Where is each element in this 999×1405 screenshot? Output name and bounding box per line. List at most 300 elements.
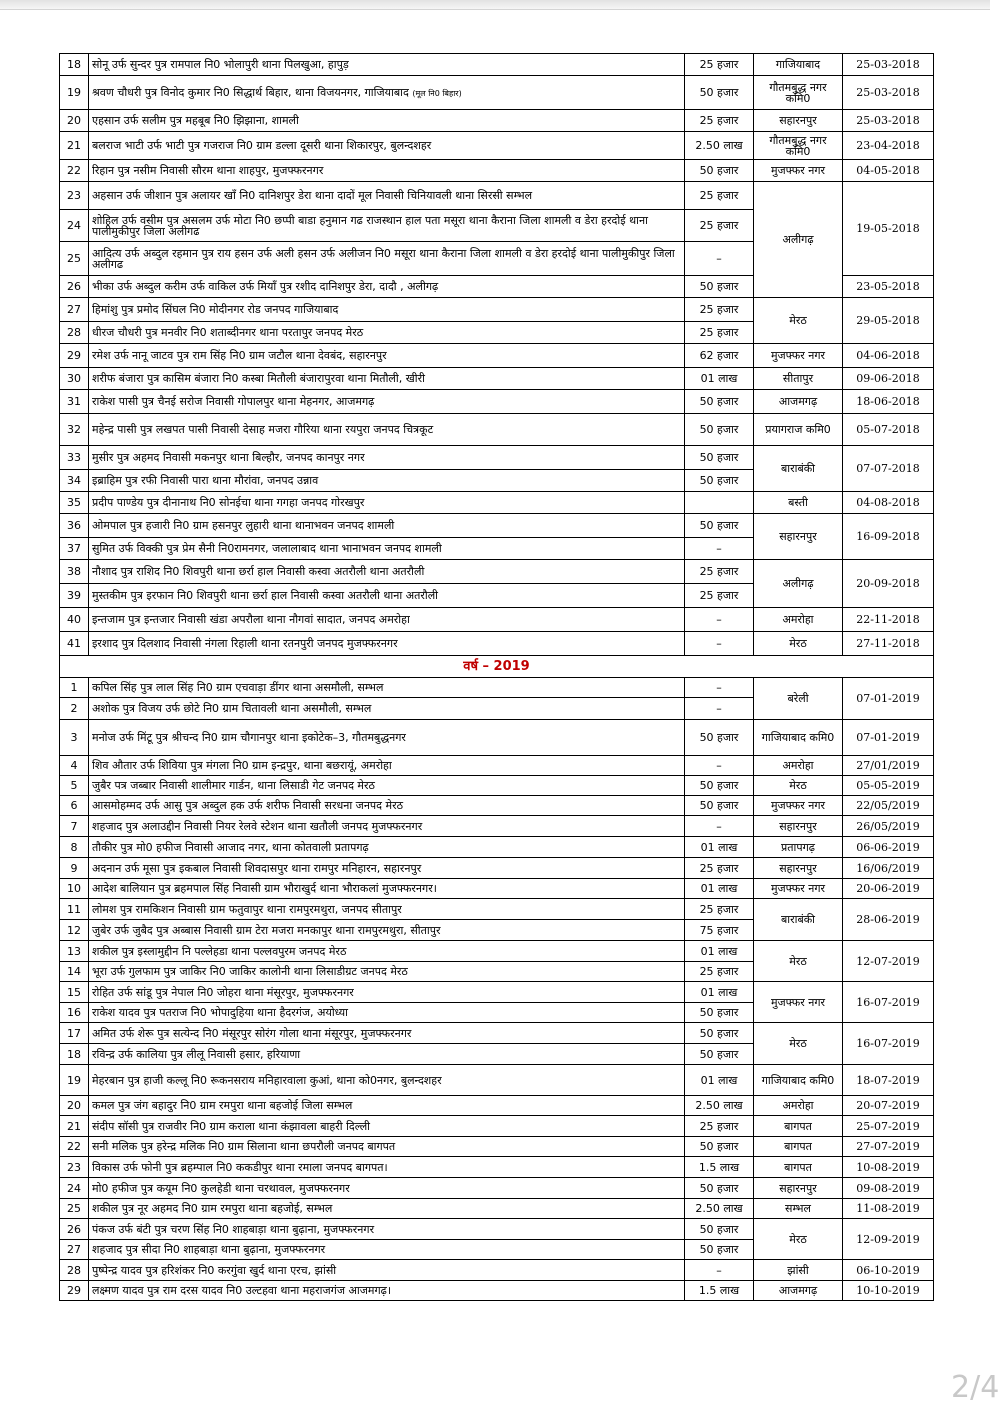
serial-number-cell: 1: [60, 678, 89, 698]
district-cell: गौतमबुद्ध नगर कमि0: [754, 132, 843, 160]
date-cell: 20-06-2019: [843, 879, 934, 899]
name-address-text: अशोक पुत्र विजय उर्फ छोटे नि0 ग्राम चितावली थाना असमौली, सम्भल: [92, 702, 372, 715]
name-address-text: शहजाद पुत्र अलाउद्दीन निवासी नियर रेलवे स्टेशन थाना खतौली जनपद मुजफ्फरनगर: [92, 819, 423, 833]
date-cell: 06-10-2019: [843, 1260, 934, 1281]
table-row: [60, 1116, 934, 1137]
reward-cell: 1.5 लाख: [685, 1281, 754, 1301]
date-cell: 22/05/2019: [843, 796, 934, 816]
table-row: [60, 54, 934, 76]
reward-cell: –: [685, 538, 754, 560]
reward-cell: –: [685, 816, 754, 837]
name-address-cell: [89, 837, 685, 858]
serial-number-cell: 25: [60, 242, 89, 276]
date-cell: 29-05-2018: [843, 298, 934, 344]
table-row: [60, 1281, 934, 1301]
date-cell: 22-11-2018: [843, 608, 934, 632]
name-address-text: रोहित उर्फ सांडू पुत्र नेपाल नि0 जोहरा थाना मंसूरपुर, मुजफ्फरनगर: [92, 985, 354, 999]
date-cell: 25-03-2018: [843, 76, 934, 110]
date-cell: 20-09-2018: [843, 560, 934, 608]
name-address-text: सोनू उर्फ सुन्दर पुत्र रामपाल नि0 भोलापुरी थाना पिलखुआ, हापुड़: [92, 58, 349, 71]
name-address-cell: [89, 1219, 685, 1240]
date-cell: 04-08-2018: [843, 492, 934, 514]
district-cell: अमरोहा: [754, 608, 843, 632]
name-address-cell: [89, 210, 685, 242]
name-address-cell: [89, 698, 685, 720]
name-address-cell: [89, 182, 685, 210]
name-address-cell: [89, 899, 685, 920]
serial-number-cell: 33: [60, 446, 89, 470]
name-address-text: अमित उर्फ शेरू पुत्र सत्येन्द नि0 मंसूरपुर सोरंग गोला थाना मंसूरपुर, मुजफ्फरनगर: [92, 1026, 412, 1040]
district-cell: बरेली: [754, 678, 843, 720]
reward-cell: –: [685, 242, 754, 276]
name-address-cell: [89, 538, 685, 560]
serial-number-cell: 28: [60, 322, 89, 344]
serial-number-cell: 14: [60, 962, 89, 982]
table-row: [60, 1199, 934, 1219]
reward-cell: 2.50 लाख: [685, 1096, 754, 1116]
serial-number-cell: 40: [60, 608, 89, 632]
table-row: [60, 756, 934, 776]
name-address-cell: [89, 1003, 685, 1023]
table-row: [60, 982, 934, 1003]
serial-number-cell: 21: [60, 132, 89, 160]
table-row: [60, 1023, 934, 1044]
table-row: [60, 796, 934, 816]
date-cell: 28-06-2019: [843, 899, 934, 941]
district-cell: झांसी: [754, 1260, 843, 1281]
district-cell: बागपत: [754, 1157, 843, 1178]
district-cell: मेरठ: [754, 1023, 843, 1065]
reward-cell: 50 हजार: [685, 514, 754, 538]
name-address-cell: [89, 132, 685, 160]
district-cell: बागपत: [754, 1137, 843, 1157]
name-address-text: हिमांशु पुत्र प्रमोद सिंघल नि0 मोदीनगर रोड जनपद गाजियाबाद: [92, 303, 339, 316]
reward-cell: 01 लाख: [685, 941, 754, 962]
name-address-text: सनी मलिक पुत्र हरेन्द्र मलिक नि0 ग्राम सिलाना थाना छपरौली जनपद बागपत: [92, 1140, 396, 1153]
table-row: [60, 720, 934, 756]
serial-number-cell: 20: [60, 1096, 89, 1116]
date-cell: 20-07-2019: [843, 1096, 934, 1116]
reward-cell: 25 हजार: [685, 298, 754, 322]
district-cell: आजमगढ़: [754, 390, 843, 414]
date-cell: 16-07-2019: [843, 982, 934, 1023]
serial-number-cell: 11: [60, 899, 89, 920]
reward-cell: 25 हजार: [685, 110, 754, 132]
name-address-cell: [89, 756, 685, 776]
date-cell: 07-07-2018: [843, 446, 934, 492]
table-row: [60, 76, 934, 110]
serial-number-cell: 20: [60, 110, 89, 132]
name-address-cell: [89, 1240, 685, 1260]
name-address-cell: [89, 608, 685, 632]
serial-number-cell: 5: [60, 776, 89, 796]
serial-number-cell: 4: [60, 756, 89, 776]
name-address-text: जुबेर उर्फ जुबैद पुत्र अब्बास निवासी ग्राम टेरा मजरा मनकापुर थाना रामपुरमथुरा, सीतापुर: [92, 923, 441, 937]
name-address-text: इन्तजाम पुत्र इन्तजार निवासी खंडा अपरौला थाना नौगवां सादात, जनपद अमरोहा: [92, 613, 410, 626]
district-cell: बाराबंकी: [754, 446, 843, 492]
serial-number-cell: 18: [60, 54, 89, 76]
name-address-text: रिहान पुत्र नसीम निवासी सौरम थाना शाहपुर, मुजफ्फरनगर: [92, 164, 324, 177]
district-cell: सहारनपुर: [754, 858, 843, 879]
serial-number-cell: 29: [60, 1281, 89, 1301]
name-address-cell: [89, 322, 685, 344]
name-address-text: राकेश पासी पुत्र चैनई सरोज निवासी गोपालपुर थाना मेहनगर, आजमगढ़: [92, 395, 375, 408]
district-cell: गाजियाबाद कमि0: [754, 1065, 843, 1096]
date-cell: 05-07-2018: [843, 414, 934, 446]
serial-number-cell: 27: [60, 298, 89, 322]
table-row: [60, 446, 934, 470]
serial-number-cell: 41: [60, 632, 89, 656]
serial-number-cell: 16: [60, 1003, 89, 1023]
reward-cell: 01 लाख: [685, 368, 754, 390]
name-address-text: भीका उर्फ अब्दुल करीम उर्फ वाकिल उर्फ मियाँ पुत्र रशीद दानिशपुर डेरा, दादौ , अलीगढ़: [92, 280, 439, 293]
table-row: [60, 132, 934, 160]
name-address-cell: [89, 54, 685, 76]
district-cell: बस्ती: [754, 492, 843, 514]
reward-cell: –: [685, 1260, 754, 1281]
name-address-text: इब्राहिम पुत्र रफी निवासी पारा थाना मौरांवा, जनपद उन्नाव: [92, 474, 319, 487]
serial-number-cell: 22: [60, 1137, 89, 1157]
table-row: [60, 298, 934, 322]
name-address-text: अदनान उर्फ मूसा पुत्र इकबाल निवासी शिवदासपुर थाना रामपुर मनिहारन, सहारनपुर: [92, 861, 422, 875]
date-cell: 18-06-2018: [843, 390, 934, 414]
name-address-text: महेन्द्र पासी पुत्र लखपत पासी निवासी देसाह मजरा गौरिया थाना रयपुरा जनपद चित्रकूट: [92, 423, 434, 436]
table-row: [60, 368, 934, 390]
name-address-cell: [89, 76, 685, 110]
reward-cell: 25 हजार: [685, 584, 754, 608]
table-row: [60, 492, 934, 514]
reward-cell: 75 हजार: [685, 920, 754, 941]
reward-cell: 50 हजार: [685, 160, 754, 182]
district-cell: मेरठ: [754, 632, 843, 656]
table-row: [60, 1157, 934, 1178]
table-row: [60, 414, 934, 446]
reward-cell: –: [685, 698, 754, 720]
reward-cell: –: [685, 756, 754, 776]
reward-cell: 50 हजार: [685, 276, 754, 298]
year-heading-row: [60, 656, 934, 678]
name-address-text: शोहिल उर्फ वसीम पुत्र असलम उर्फ मोटा नि0 छप्पी बाडा हनुमान गढ राजस्थान हाल पता मसूरा थाना कैराना जिला शामली व डेरा हरदोई थाना पालीमुकीपुर जिला अलीगढ: [92, 213, 648, 238]
district-cell: मेरठ: [754, 1219, 843, 1260]
name-address-cell: [89, 276, 685, 298]
serial-number-cell: 21: [60, 1116, 89, 1137]
name-address-text: बलराज भाटी उर्फ भाटी पुत्र गजराज नि0 ग्राम डल्ला दूसरी थाना शिकारपुर, बुलन्दशहर: [92, 139, 432, 152]
date-cell: 25-07-2019: [843, 1116, 934, 1137]
name-address-cell: [89, 1178, 685, 1199]
serial-number-cell: 17: [60, 1023, 89, 1044]
table-row: [60, 514, 934, 538]
table-row: [60, 678, 934, 698]
name-address-cell: [89, 678, 685, 698]
name-address-cell: [89, 242, 685, 276]
table-row: [60, 1219, 934, 1240]
district-cell: मेरठ: [754, 776, 843, 796]
name-address-text: रविन्द्र उर्फ कालिया पुत्र लीलू निवासी हसार, हरियाणा: [92, 1047, 301, 1061]
district-cell: अलीगढ़: [754, 182, 843, 298]
name-address-text: मो0 हफीज पुत्र कयूम नि0 कुलहेडी थाना चरथावल, मुजफ्फरनगर: [92, 1181, 350, 1195]
name-address-text: शकील पुत्र नूर अहमद नि0 ग्राम रमपुरा थाना बहजोई, सम्भल: [92, 1202, 333, 1215]
name-address-cell: [89, 1260, 685, 1281]
name-address-text: आसमोहम्मद उर्फ आसु पुत्र अब्दुल हक उर्फ शरीफ निवासी सरधना जनपद मेरठ: [92, 799, 403, 812]
name-address-cell: [89, 470, 685, 492]
reward-cell: 50 हजार: [685, 796, 754, 816]
name-address-cell: [89, 879, 685, 899]
name-address-text: लक्ष्मण यादव पुत्र राम दरस यादव नि0 उल्टहवा थाना महराजगंज आजमगढ़।: [92, 1284, 392, 1297]
district-cell: प्रयागराज कमि0: [754, 414, 843, 446]
name-address-cell: [89, 390, 685, 414]
date-cell: 11-08-2019: [843, 1199, 934, 1219]
serial-number-cell: 28: [60, 1260, 89, 1281]
name-address-cell: [89, 368, 685, 390]
name-address-text: मेहरबान पुत्र हाजी कल्लू नि0 रूकनसराय मनिहारवाला कुआं, थाना को0नगर, बुलन्दशहर: [92, 1073, 442, 1087]
district-cell: सम्भल: [754, 1199, 843, 1219]
district-cell: सीतापुर: [754, 368, 843, 390]
name-address-text: एहसान उर्फ सलीम पुत्र महबूब नि0 झिझाना, शामली: [92, 114, 299, 127]
name-address-text: मुसीर पुत्र अहमद निवासी मकनपुर थाना बिल्हौर, जनपद कानपुर नगर: [92, 451, 365, 464]
name-address-cell: [89, 1137, 685, 1157]
reward-cell: 01 लाख: [685, 879, 754, 899]
reward-cell: 50 हजार: [685, 1003, 754, 1023]
date-cell: 16-07-2019: [843, 1023, 934, 1065]
name-address-text: रमेश उर्फ नानू जाटव पुत्र राम सिंह नि0 ग्राम जटौल थाना देवबंद, सहारनपुर: [92, 349, 387, 362]
name-address-text: शिव औतार उर्फ शिविया पुत्र मंगला नि0 ग्राम इन्द्रपुर, थाना बछरायूं, अमरोहा: [92, 759, 392, 772]
serial-number-cell: 26: [60, 1219, 89, 1240]
date-cell: 27-11-2018: [843, 632, 934, 656]
reward-cell: 25 हजार: [685, 322, 754, 344]
date-cell: 12-09-2019: [843, 1219, 934, 1260]
district-cell: अलीगढ़: [754, 560, 843, 608]
name-address-cell: [89, 632, 685, 656]
serial-number-cell: 30: [60, 368, 89, 390]
district-cell: मेरठ: [754, 298, 843, 344]
date-cell: 12-07-2019: [843, 941, 934, 982]
reward-cell: 50 हजार: [685, 1178, 754, 1199]
reward-cell: 25 हजार: [685, 54, 754, 76]
name-address-cell: [89, 776, 685, 796]
serial-number-cell: 8: [60, 837, 89, 858]
date-cell: 18-07-2019: [843, 1065, 934, 1096]
table-row: [60, 899, 934, 920]
name-address-cell: [89, 492, 685, 514]
reward-cell: –: [685, 678, 754, 698]
name-address-cell: [89, 1157, 685, 1178]
name-address-text: विकास उर्फ फोनी पुत्र ब्रहम्पाल नि0 ककडीपुर थाना रमाला जनपद बागपत।: [92, 1160, 388, 1174]
district-cell: सहारनपुर: [754, 816, 843, 837]
date-cell: 25-03-2018: [843, 110, 934, 132]
serial-number-cell: 24: [60, 1178, 89, 1199]
serial-number-cell: 38: [60, 560, 89, 584]
table-row: [60, 1096, 934, 1116]
name-address-text: धीरज चौधरी पुत्र मनवीर नि0 शताब्दीनगर थाना परतापुर जनपद मेरठ: [92, 326, 364, 339]
name-address-text: राकेश यादव पुत्र पतराज नि0 भोपादुहिया थाना हैदरगंज, अयोध्या: [92, 1006, 349, 1019]
reward-cell: 2.50 लाख: [685, 132, 754, 160]
reward-cell: –: [685, 608, 754, 632]
reward-cell: –: [685, 632, 754, 656]
table-row: [60, 1137, 934, 1157]
table-row: [60, 344, 934, 368]
table-row: [60, 182, 934, 210]
date-cell: 27/01/2019: [843, 756, 934, 776]
reward-cell: 25 हजार: [685, 858, 754, 879]
table-row: [60, 1065, 934, 1096]
date-cell: 27-07-2019: [843, 1137, 934, 1157]
serial-number-cell: 15: [60, 982, 89, 1003]
name-address-cell: [89, 160, 685, 182]
name-address-cell: [89, 414, 685, 446]
name-address-text: आदित्य उर्फ अब्दुल रहमान पुत्र राय हसन उर्फ अली हसन उर्फ अलीजन नि0 मसूरा थाना कैराना जिला शामली व डेरा हरदोई थाना पालीमुकीपुर जिला अलीगढ: [92, 246, 675, 271]
name-address-cell: [89, 584, 685, 608]
name-address-cell: [89, 344, 685, 368]
date-cell: 10-08-2019: [843, 1157, 934, 1178]
name-address-cell: [89, 1044, 685, 1065]
reward-cell: 25 हजार: [685, 182, 754, 210]
district-cell: गाजियाबाद: [754, 54, 843, 76]
district-cell: मुजफ्फर नगर: [754, 982, 843, 1023]
name-address-cell: [89, 1023, 685, 1044]
name-address-cell: [89, 560, 685, 584]
serial-number-cell: 18: [60, 1044, 89, 1065]
date-cell: 07-01-2019: [843, 720, 934, 756]
name-address-cell: [89, 920, 685, 941]
serial-number-cell: 9: [60, 858, 89, 879]
reward-cell: 50 हजार: [685, 414, 754, 446]
date-cell: 06-06-2019: [843, 837, 934, 858]
table-row: [60, 632, 934, 656]
reward-cell: 01 लाख: [685, 1065, 754, 1096]
name-address-cell: [89, 1096, 685, 1116]
name-address-cell: [89, 816, 685, 837]
name-address-cell: [89, 858, 685, 879]
date-cell: 23-05-2018: [843, 276, 934, 298]
name-address-cell: [89, 941, 685, 962]
name-address-text: श्रवण चौधरी पुत्र विनोद कुमार नि0 सिद्धार्थ बिहार, थाना विजयनगर, गाजियाबाद: [92, 85, 409, 99]
date-cell: 07-01-2019: [843, 678, 934, 720]
page-indicator: 2/4: [951, 1370, 999, 1405]
district-cell: सहारनपुर: [754, 514, 843, 560]
serial-number-cell: 35: [60, 492, 89, 514]
date-cell: 16-09-2018: [843, 514, 934, 560]
name-address-text: शकील पुत्र इस्लामुद्दीन नि पल्लेहडा थाना पल्लवपुरम जनपद मेरठ: [92, 944, 347, 958]
name-address-text: कपिल सिंह पुत्र लाल सिंह नि0 ग्राम एचवाड़ा डींगर थाना असमौली, सम्भल: [92, 681, 384, 694]
serial-number-cell: 3: [60, 720, 89, 756]
serial-number-cell: 19: [60, 76, 89, 110]
table-row: [60, 858, 934, 879]
serial-number-cell: 26: [60, 276, 89, 298]
origin-note: (मूल नि0 बिहार): [412, 88, 462, 98]
district-cell: अमरोहा: [754, 756, 843, 776]
name-address-cell: [89, 1281, 685, 1301]
name-address-text: मनोज उर्फ मिंटू पुत्र श्रीचन्द नि0 ग्राम चौगानपुर थाना इकोटेक–3, गौतमबुद्धनगर: [92, 731, 406, 744]
date-cell: 10-10-2019: [843, 1281, 934, 1301]
reward-cell: 25 हजार: [685, 962, 754, 982]
table-row: [60, 560, 934, 584]
reward-cell: 1.5 लाख: [685, 1157, 754, 1178]
name-address-cell: [89, 982, 685, 1003]
table-row: [60, 941, 934, 962]
reward-cell: 50 हजार: [685, 776, 754, 796]
name-address-cell: [89, 796, 685, 816]
district-cell: मुजफ्फर नगर: [754, 796, 843, 816]
serial-number-cell: 19: [60, 1065, 89, 1096]
serial-number-cell: 29: [60, 344, 89, 368]
reward-cell: 50 हजार: [685, 720, 754, 756]
district-cell: आजमगढ़: [754, 1281, 843, 1301]
date-cell: 09-08-2019: [843, 1178, 934, 1199]
name-address-text: जुबैर पत्र जब्बार निवासी शालीमार गार्डन, थाना लिसाडी गेट जनपद मेरठ: [92, 779, 375, 792]
date-cell: 16/06/2019: [843, 858, 934, 879]
reward-cell: [685, 492, 754, 514]
reward-cell: 2.50 लाख: [685, 1199, 754, 1219]
reward-cell: 50 हजार: [685, 1240, 754, 1260]
table-row: [60, 160, 934, 182]
district-cell: बागपत: [754, 1116, 843, 1137]
serial-number-cell: 7: [60, 816, 89, 837]
name-address-cell: [89, 110, 685, 132]
name-address-text: कमल पुत्र जंग बहादुर नि0 ग्राम रमपुरा थाना बहजोई जिला सम्भल: [92, 1099, 353, 1112]
serial-number-cell: 10: [60, 879, 89, 899]
district-cell: मुजफ्फर नगर: [754, 344, 843, 368]
district-cell: प्रतापगढ़: [754, 837, 843, 858]
table-row: [60, 1260, 934, 1281]
district-cell: बाराबंकी: [754, 899, 843, 941]
district-cell: मुजफ्फर नगर: [754, 879, 843, 899]
reward-cell: 25 हजार: [685, 1116, 754, 1137]
name-address-text: शरीफ बंजारा पुत्र कासिम बंजारा नि0 कस्बा मितौली बंजारापुरवा थाना मितौली, खीरी: [92, 372, 425, 385]
date-cell: 05-05-2019: [843, 776, 934, 796]
serial-number-cell: 23: [60, 182, 89, 210]
name-address-cell: [89, 1065, 685, 1096]
table-row: [60, 110, 934, 132]
name-address-text: भूरा उर्फ गुलफाम पुत्र जाकिर नि0 जाकिर कालोनी थाना लिसाडीग्रट जनपद मेरठ: [92, 965, 408, 978]
serial-number-cell: 6: [60, 796, 89, 816]
table-row: [60, 390, 934, 414]
name-address-cell: [89, 962, 685, 982]
date-cell: 23-04-2018: [843, 132, 934, 160]
table-row: [60, 837, 934, 858]
serial-number-cell: 37: [60, 538, 89, 560]
district-cell: सहारनपुर: [754, 1178, 843, 1199]
date-cell: 09-06-2018: [843, 368, 934, 390]
date-cell: 19-05-2018: [843, 182, 934, 276]
name-address-text: प्रदीप पाण्डेय पुत्र दीनानाथ नि0 सोनईचा थाना गगहा जनपद गोरखपुर: [92, 496, 365, 509]
date-cell: 26/05/2019: [843, 816, 934, 837]
name-address-cell: [89, 1116, 685, 1137]
serial-number-cell: 22: [60, 160, 89, 182]
date-cell: 25-03-2018: [843, 54, 934, 76]
district-cell: गौतमबुद्ध नगर कमि0: [754, 76, 843, 110]
name-address-text: आदेश बालियान पुत्र ब्रहमपाल सिंह निवासी ग्राम भौराखुर्द थाना भौराकलां मुजफ्फरनगर।: [92, 882, 437, 895]
serial-number-cell: 34: [60, 470, 89, 492]
table-row: [60, 776, 934, 796]
reward-cell: 50 हजार: [685, 1023, 754, 1044]
name-address-cell: [89, 298, 685, 322]
serial-number-cell: 27: [60, 1240, 89, 1260]
name-address-text: पुष्पेन्द्र यादव पुत्र हरिशंकर नि0 करगुंवा खुर्द थाना एरच, झांसी: [92, 1263, 337, 1277]
district-cell: सहारनपुर: [754, 110, 843, 132]
date-cell: 04-05-2018: [843, 160, 934, 182]
serial-number-cell: 12: [60, 920, 89, 941]
table-row: [60, 879, 934, 899]
serial-number-cell: 25: [60, 1199, 89, 1219]
name-address-text: सुमित उर्फ विक्की पुत्र प्रेम सैनी नि0रामनगर, जलालाबाद थाना भानाभवन जनपद शामली: [92, 542, 442, 555]
table-row: [60, 816, 934, 837]
name-address-cell: [89, 514, 685, 538]
serial-number-cell: 23: [60, 1157, 89, 1178]
serial-number-cell: 36: [60, 514, 89, 538]
serial-number-cell: 13: [60, 941, 89, 962]
serial-number-cell: 24: [60, 210, 89, 242]
name-address-cell: [89, 1199, 685, 1219]
